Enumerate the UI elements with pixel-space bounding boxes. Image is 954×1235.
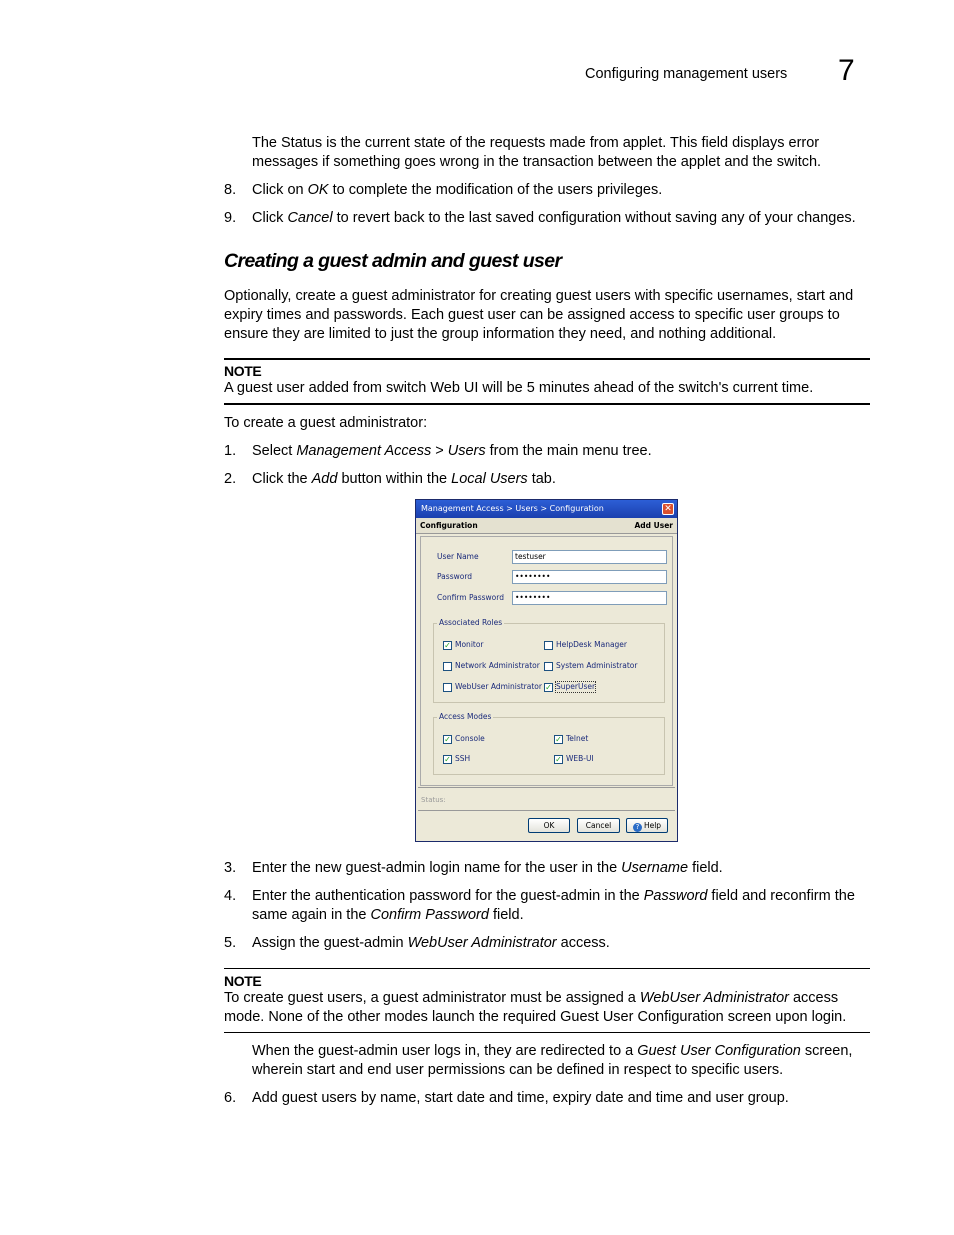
help-label: Help — [643, 821, 662, 830]
network-administrator-label: Network Administrator — [455, 661, 540, 670]
console-label: Console — [455, 734, 485, 743]
access-modes-group — [433, 712, 665, 775]
superuser-checkbox[interactable]: ✓ — [545, 683, 552, 692]
dialog-title: Management Access > Users > Configuration — [421, 504, 604, 513]
step-1-text: Select Management Access > Users from the main menu tree. — [252, 443, 652, 459]
dialog-title-bar — [416, 500, 677, 518]
step-number: 8. — [224, 182, 237, 198]
add-user-dialog — [415, 499, 678, 842]
webuser-administrator-label: WebUser Administrator — [455, 682, 542, 691]
step-4-text: Enter the authentication password for the guest-admin in the Password field and reconfirm the same again in the Confirm Password field. — [252, 888, 855, 923]
system-administrator-checkbox[interactable] — [544, 662, 553, 671]
monitor-checkbox[interactable]: ✓ — [444, 641, 451, 650]
modes-legend: Access Modes — [439, 712, 492, 721]
user-name-input[interactable]: testuser — [512, 550, 667, 564]
step-number: 6. — [224, 1090, 237, 1106]
helpdesk-manager-label: HelpDesk Manager — [556, 640, 627, 649]
cancel-button[interactable]: Cancel — [577, 818, 620, 833]
password-label: Password — [437, 572, 473, 581]
note-text: To create guest users, a guest administrator must be assigned a WebUser Administrator access mode. None of the other modes launch the required Guest User Configuration screen upon login. — [224, 990, 847, 1025]
step-number: 4. — [224, 888, 237, 904]
note-text: A guest user added from switch Web UI will be 5 minutes ahead of the switch's current time. — [224, 380, 814, 396]
confirm-password-label: Confirm Password — [437, 593, 504, 602]
monitor-label: Monitor — [455, 640, 484, 649]
subheader-right: Add User — [634, 521, 673, 530]
note-top-rule — [224, 358, 870, 360]
note-top-rule — [224, 968, 870, 969]
step-3-text: Enter the new guest-admin login name for the user in the Username field. — [252, 860, 723, 876]
step-number: 3. — [224, 860, 237, 876]
system-administrator-label: System Administrator — [556, 661, 638, 670]
telnet-label: Telnet — [566, 734, 589, 743]
superuser-label: SuperUser — [556, 682, 596, 691]
step-9-text: Click Cancel to revert back to the last saved configuration without saving any of your changes. — [252, 210, 856, 226]
after-paragraph: When the guest-admin user logs in, they are redirected to a Guest User Configuration screen, wherein start and end user permissions can be defined in respect to specific users. — [252, 1043, 853, 1078]
ssh-label: SSH — [455, 754, 471, 763]
to-create-text: To create a guest administrator: — [224, 415, 428, 431]
step-number: 1. — [224, 443, 237, 459]
config-panel — [420, 536, 673, 786]
dialog-subheader — [416, 518, 677, 534]
associated-roles-group — [433, 618, 665, 703]
confirm-password-input[interactable]: •••••••• — [512, 591, 667, 605]
network-administrator-checkbox[interactable] — [443, 662, 452, 671]
subheader-left: Configuration — [420, 521, 478, 530]
section-body: Optionally, create a guest administrator for creating guest users with specific usernames, start and expiry times and passwords. Each guest user can be assigned access to specific user groups to ensure they are limited to just the group information they need, and nothing additional. — [224, 288, 854, 342]
web-ui-label: WEB-UI — [566, 754, 594, 763]
telnet-checkbox[interactable]: ✓ — [555, 735, 562, 744]
step-8-text: Click on OK to complete the modification of the users privileges. — [252, 182, 663, 198]
user-name-label: User Name — [437, 552, 479, 561]
step-number: 2. — [224, 471, 237, 487]
running-header: Configuring management users — [585, 66, 788, 82]
web-ui-checkbox[interactable]: ✓ — [555, 755, 562, 764]
ssh-checkbox[interactable]: ✓ — [444, 755, 451, 764]
password-input[interactable]: •••••••• — [512, 570, 667, 584]
ok-button[interactable]: OK — [528, 818, 570, 833]
step-6-text: Add guest users by name, start date and time, expiry date and time and user group. — [252, 1090, 789, 1106]
note-label: NOTE — [224, 973, 262, 989]
note-bottom-rule — [224, 403, 870, 405]
help-icon: ? — [633, 823, 642, 832]
console-checkbox[interactable]: ✓ — [444, 735, 451, 744]
close-icon[interactable]: ✕ — [662, 503, 674, 515]
note-bottom-rule — [224, 1032, 870, 1033]
help-button[interactable] — [626, 818, 668, 833]
helpdesk-manager-checkbox[interactable] — [544, 641, 553, 650]
status-paragraph: The Status is the current state of the requests made from applet. This field displays error messages if something goes wrong in the transaction between the applet and the switch. — [252, 135, 822, 170]
chapter-number: 7 — [838, 54, 855, 87]
note-label: NOTE — [224, 363, 262, 379]
step-5-text: Assign the guest-admin WebUser Administrator access. — [252, 935, 610, 951]
step-number: 9. — [224, 210, 237, 226]
roles-legend: Associated Roles — [439, 618, 503, 627]
section-title: Creating a guest admin and guest user — [224, 250, 562, 272]
step-number: 5. — [224, 935, 237, 951]
webuser-administrator-checkbox[interactable] — [443, 683, 452, 692]
status-area: Status: — [418, 787, 675, 811]
step-2-text: Click the Add button within the Local Users tab. — [252, 471, 556, 487]
